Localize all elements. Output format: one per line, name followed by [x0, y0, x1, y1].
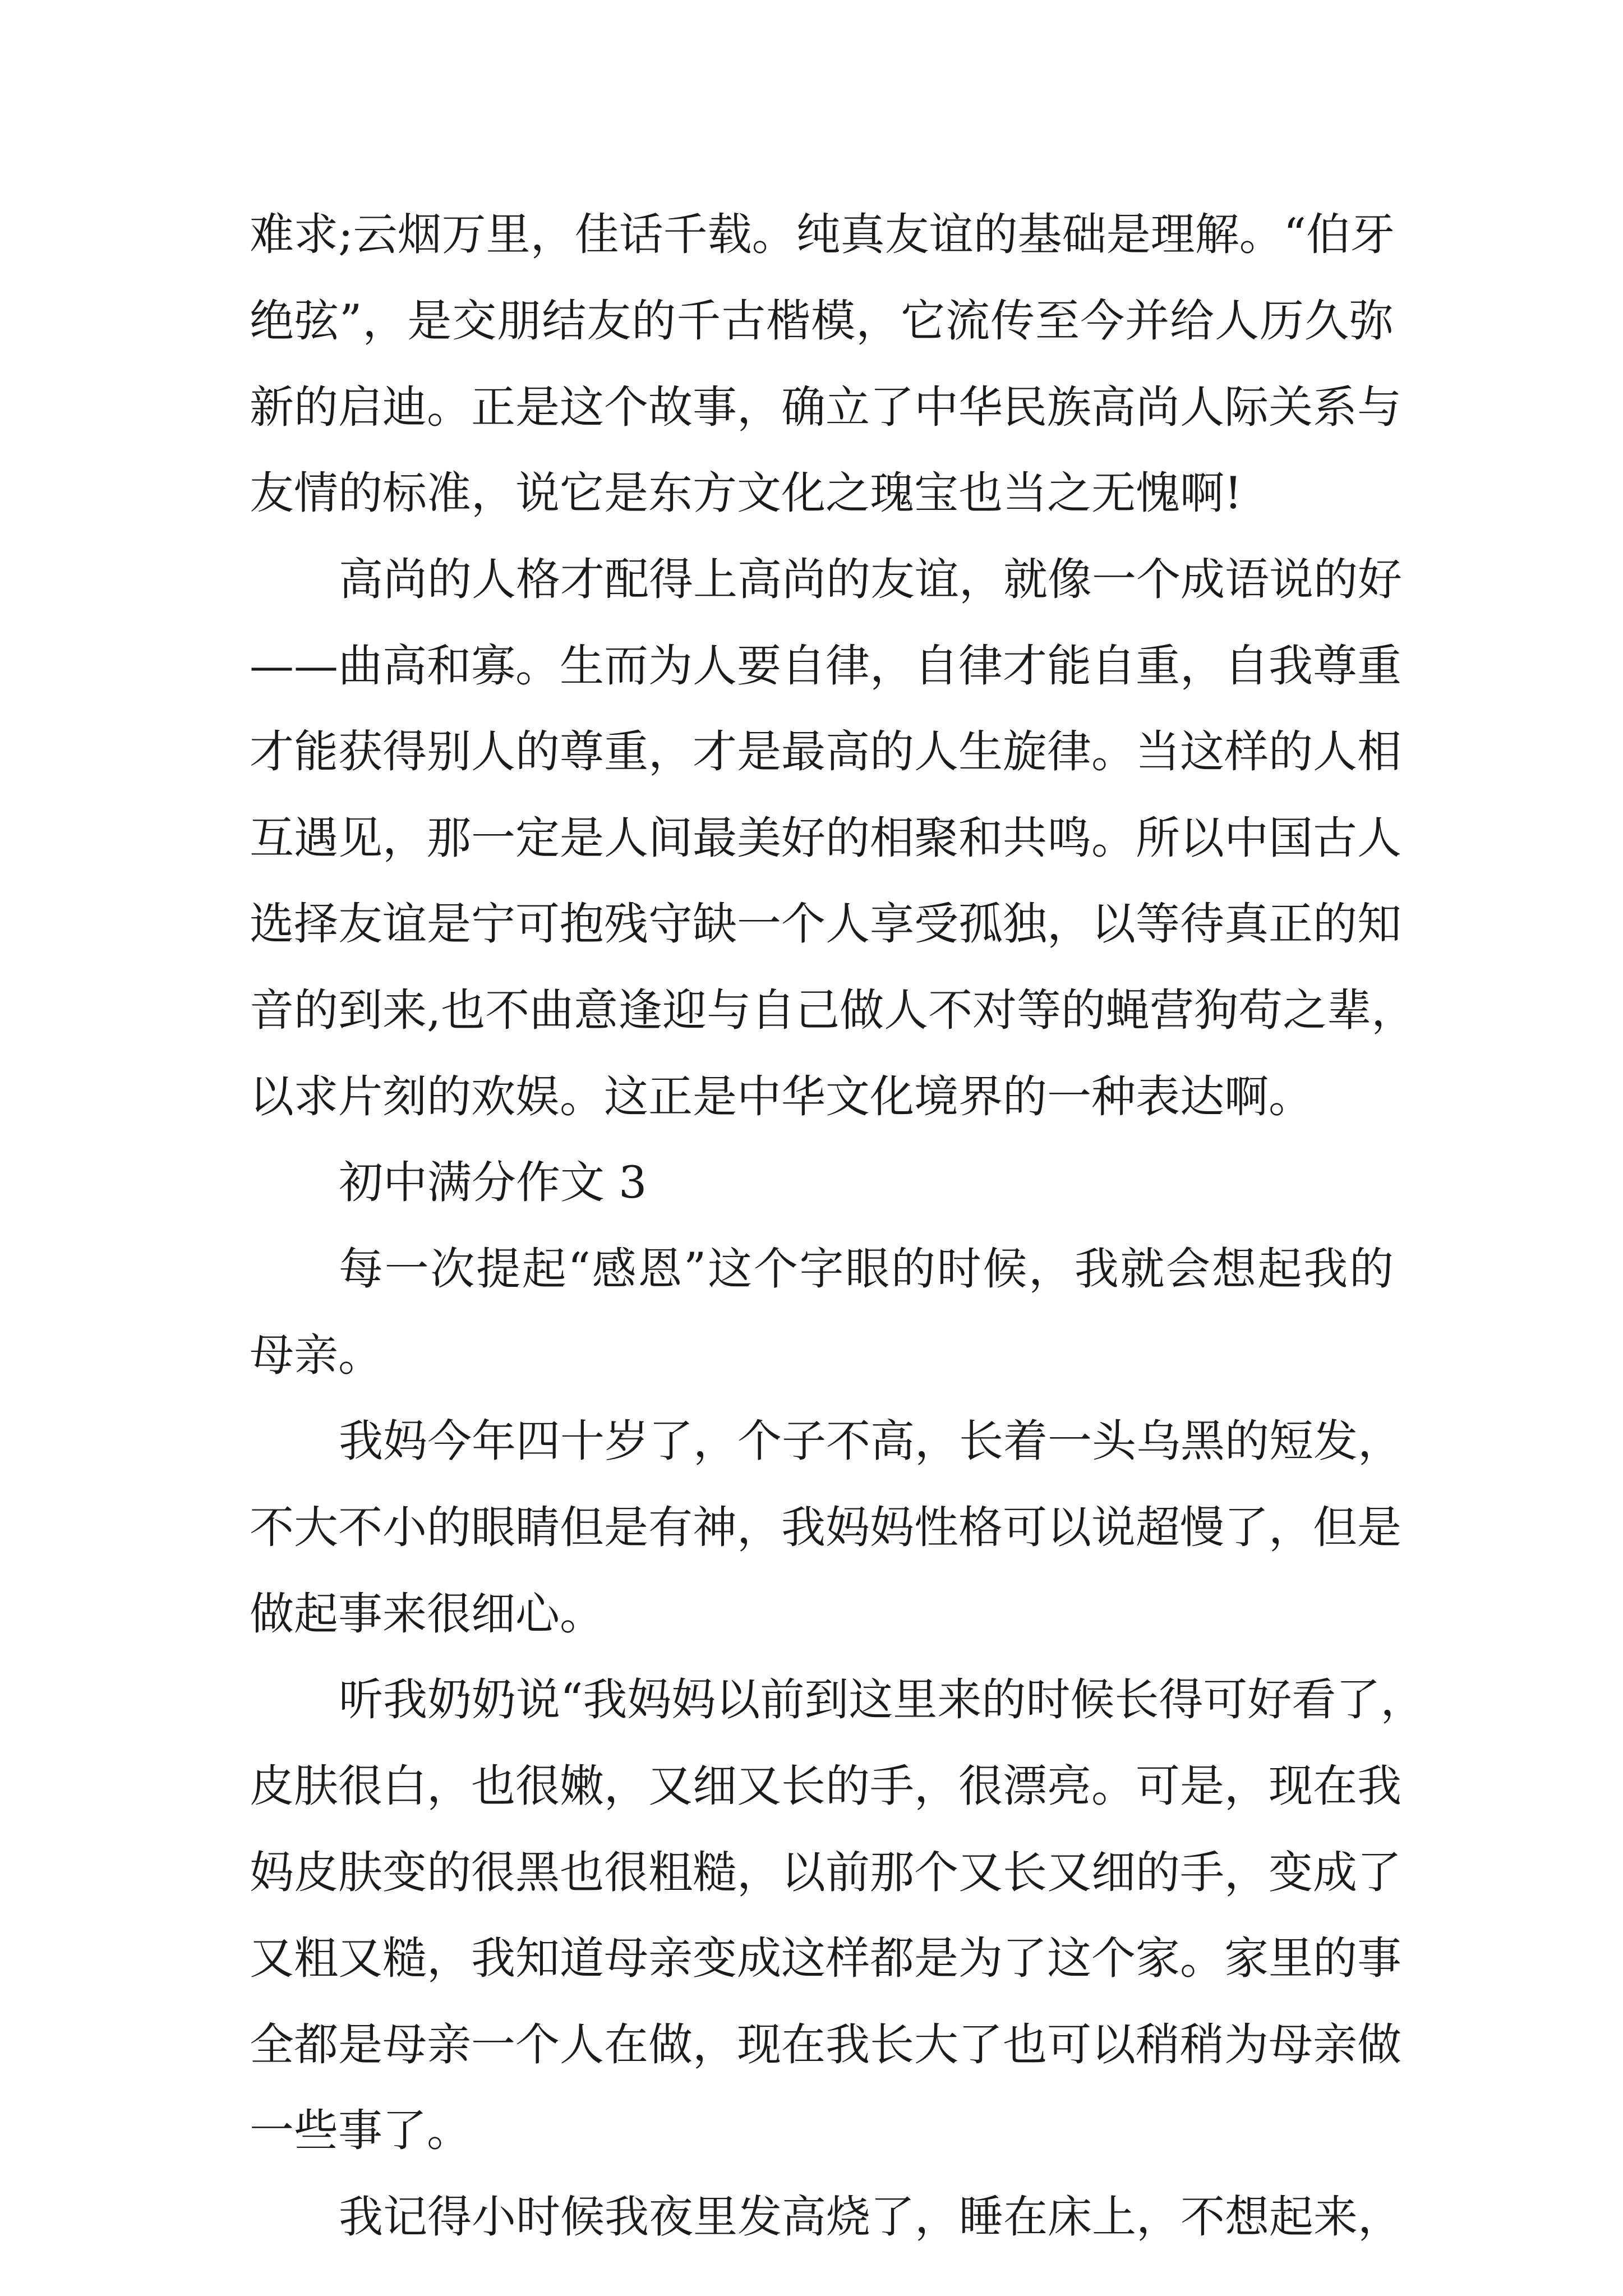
text-line: 我妈今年四十岁了，个子不高，长着一头乌黑的短发， — [339, 1415, 1402, 1467]
text-line: 我记得小时候我夜里发高烧了，睡在床上，不想起来， — [339, 2191, 1402, 2243]
text-line: 绝弦”，是交朋结友的千古楷模，它流传至今并给人历久弥 — [250, 295, 1394, 347]
text-line: 以求片刻的欢娱。这正是中华文化境界的一种表达啊。 — [250, 1071, 1313, 1122]
text-line: ——曲高和寡。生而为人要自律，自律才能自重，自我尊重 — [250, 640, 1401, 692]
text-line: 才能获得别人的尊重，才是最高的人生旋律。当这样的人相 — [250, 726, 1401, 777]
text-line: 高尚的人格才配得上高尚的友谊，就像一个成语说的好 — [339, 554, 1402, 605]
text-line: 互遇见，那一定是人间最美好的相聚和共鸣。所以中国古人 — [250, 812, 1401, 864]
text-line: 皮肤很白，也很嫩，又细又长的手，很漂亮。可是，现在我 — [250, 1760, 1401, 1812]
text-line: 全都是母亲一个人在做，现在我长大了也可以稍稍为母亲做 — [250, 2019, 1401, 2070]
text-line: 音的到来,也不曲意逢迎与自己做人不对等的蝇营狗苟之辈， — [250, 984, 1416, 1036]
text-line: 难求;云烟万里，佳话千载。纯真友谊的基础是理解。“伯牙 — [250, 209, 1395, 260]
text-line: 一些事了。 — [250, 2105, 471, 2156]
text-line: 选择友谊是宁可抱残守缺一个人享受孤独，以等待真正的知 — [250, 898, 1401, 950]
text-line: 新的启迪。正是这个故事，确立了中华民族高尚人际关系与 — [250, 381, 1401, 433]
text-line: 不大不小的眼睛但是有神，我妈妈性格可以说超慢了，但是 — [250, 1502, 1401, 1553]
text-line: 每一次提起“感恩”这个字眼的时候，我就会想起我的 — [339, 1243, 1394, 1295]
text-line: 友情的标准，说它是东方文化之瑰宝也当之无愧啊! — [250, 467, 1242, 519]
section-heading: 初中满分作文 3 — [339, 1157, 647, 1208]
text-line: 妈皮肤变的很黑也很粗糙，以前那个又长又细的手，变成了 — [250, 1847, 1401, 1898]
text-line: 听我奶奶说“我妈妈以前到这里来的时候长得可好看了， — [339, 1674, 1425, 1726]
text-line: 母亲。 — [250, 1329, 382, 1381]
text-line: 做起事来很细心。 — [250, 1588, 604, 1640]
text-line: 又粗又糙，我知道母亲变成这样都是为了这个家。家里的事 — [250, 1932, 1401, 1984]
